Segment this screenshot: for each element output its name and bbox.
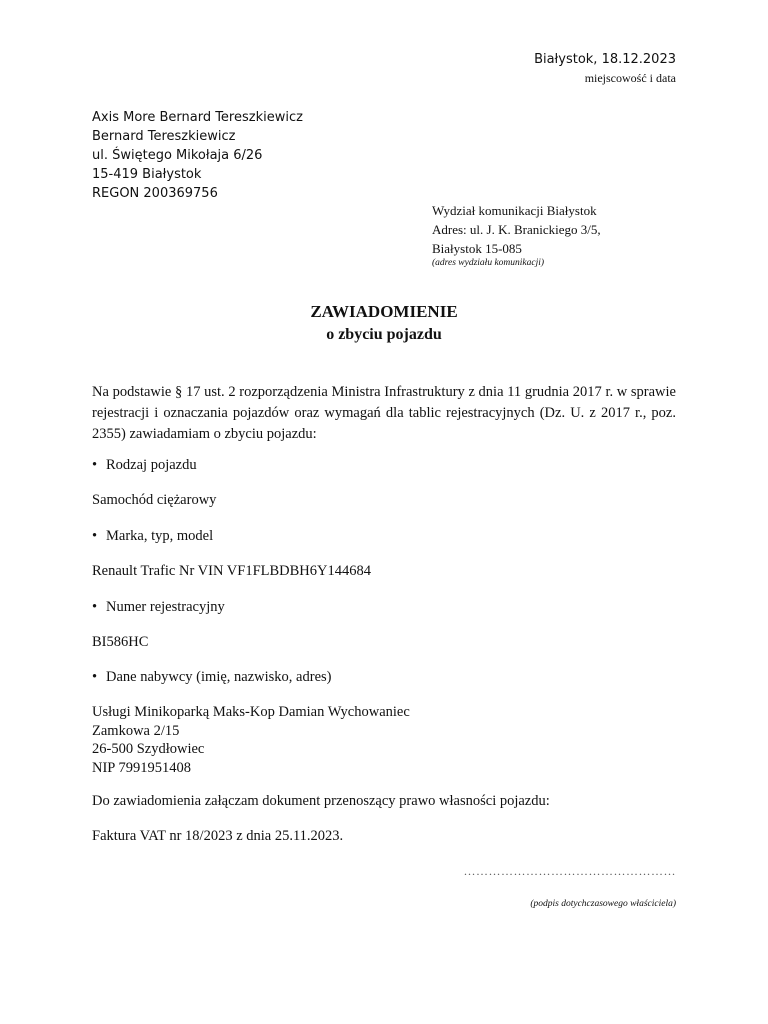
buyer-line: NIP 7991951408 — [92, 759, 191, 776]
make-label: Marka, typ, model — [106, 528, 214, 544]
buyer-label-row — [92, 667, 331, 687]
office-address-caption: (adres wydziału komunikacji) — [432, 258, 545, 268]
place-date-caption: miejscowość i data — [584, 71, 676, 85]
vehicle-type-value: Samochód ciężarowy — [92, 492, 217, 508]
registration-value: BI586HC — [92, 634, 149, 650]
sender-line: Bernard Tereszkiewicz — [92, 129, 236, 144]
registration-label: Numer rejestracyjny — [106, 599, 225, 615]
sender-line: ul. Świętego Mikołaja 6/26 — [92, 148, 263, 163]
sender-line: Axis More Bernard Tereszkiewicz — [92, 110, 303, 125]
registration-label-row — [92, 597, 225, 617]
document-subtitle: o zbyciu pojazdu — [326, 326, 442, 343]
place-date: Białystok, 18.12.2023 — [534, 52, 676, 67]
buyer-line: Zamkowa 2/15 — [92, 722, 180, 739]
office-line: Białystok 15-085 — [432, 241, 522, 256]
signature-caption: (podpis dotychczasowego właściciela) — [530, 899, 676, 909]
intro-paragraph: Na podstawie § 17 ust. 2 rozporządzenia Ministra Infrastruktury z dnia 11 grudnia 2017 r. w sprawie rejestracji i oznaczania pojazdów oraz wymagań dla tablic rejestracyjnych (Dz. U. z 2017 r., poz. 2355) zawiadamiam o zbyciu pojazdu: — [92, 384, 676, 442]
bullet-icon: • — [92, 669, 98, 685]
bullet-icon: • — [92, 457, 98, 473]
buyer-line: 26-500 Szydłowiec — [92, 741, 205, 757]
office-line: Wydział komunikacji Białystok — [432, 203, 597, 218]
buyer-label: Dane nabywcy (imię, nazwisko, adres) — [106, 669, 332, 685]
invoice-text: Faktura VAT nr 18/2023 z dnia 25.11.2023. — [92, 828, 344, 844]
sender-address-block — [92, 108, 303, 203]
bullet-icon: • — [92, 599, 98, 615]
buyer-address-block — [92, 703, 410, 777]
make-value: Renault Trafic Nr VIN VF1FLBDBH6Y144684 — [92, 563, 372, 579]
bullet-icon: • — [92, 528, 98, 544]
signature-line: …………………………………………… — [463, 864, 676, 878]
office-address-block — [432, 201, 601, 269]
make-label-row — [92, 526, 213, 546]
sender-line: 15-419 Białystok — [92, 167, 202, 182]
document-title: ZAWIADOMIENIE — [310, 302, 458, 321]
office-line: Adres: ul. J. K. Branickiego 3/5, — [432, 222, 601, 237]
vehicle-type-label-row — [92, 455, 197, 475]
sender-line: REGON 200369756 — [92, 186, 218, 201]
vehicle-type-label: Rodzaj pojazdu — [106, 457, 197, 473]
attachment-text: Do zawiadomienia załączam dokument przenoszący prawo własności pojazdu: — [92, 793, 550, 809]
buyer-line: Usługi Minikoparką Maks-Kop Damian Wychowaniec — [92, 704, 410, 720]
